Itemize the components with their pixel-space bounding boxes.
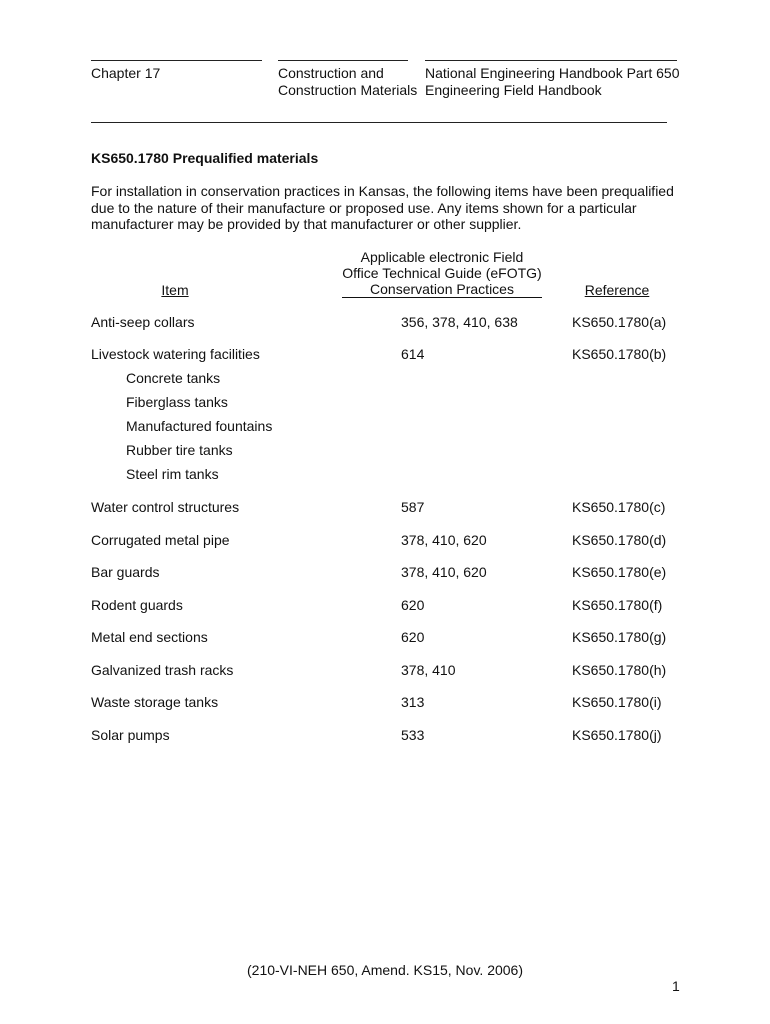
row-practices: 378, 410 [401,662,456,678]
row-practices: 378, 410, 620 [401,532,487,548]
section-title: KS650.1780 Prequalified materials [91,150,319,166]
row-reference: KS650.1780(d) [572,532,667,548]
header-divider [91,122,667,123]
subject-line-2: Construction Materials [278,82,418,98]
row-practices: 587 [401,499,425,515]
intro-paragraph: For installation in conservation practices in Kansas, the following items have been prequalified due to the nature of their manufacture or proposed use. Any items shown for a particular manufacturer may be provided by that manufacturer or other supplier. [91,183,674,232]
header-rule-chapter [91,60,262,61]
row-item: Water control structures [91,499,240,515]
row-practices: 620 [401,597,425,613]
row-reference: KS650.1780(f) [572,597,663,613]
sub-item: Steel rim tanks [126,466,219,482]
row-item: Anti-seep collars [91,314,195,330]
column-header-practices [330,249,554,298]
header-handbook [425,65,680,99]
row-reference: KS650.1780(g) [572,629,667,645]
row-practices: 620 [401,629,425,645]
row-item: Metal end sections [91,629,208,645]
column-header-reference: Reference [584,282,650,298]
row-practices: 356, 378, 410, 638 [401,314,518,330]
row-reference: KS650.1780(j) [572,727,662,743]
row-practices: 614 [401,346,425,362]
row-reference: KS650.1780(i) [572,694,662,710]
row-item: Livestock watering facilities [91,346,260,362]
handbook-line-1: National Engineering Handbook Part 650 [425,65,680,81]
row-reference: KS650.1780(c) [572,499,666,515]
row-item: Corrugated metal pipe [91,532,230,548]
chapter-label: Chapter 17 [91,65,161,81]
row-item: Rodent guards [91,597,183,613]
practices-header-line-1: Applicable electronic Field [360,249,524,265]
footer-citation: (210-VI-NEH 650, Amend. KS15, Nov. 2006) [247,962,523,978]
sub-item: Concrete tanks [126,370,221,386]
handbook-line-2: Engineering Field Handbook [425,82,602,98]
row-item: Solar pumps [91,727,170,743]
practices-header-line-3-text: Conservation Practices [342,282,542,298]
row-item: Bar guards [91,564,160,580]
practices-header-line-3 [330,281,554,298]
header-subject [278,65,417,99]
row-reference: KS650.1780(e) [572,564,667,580]
sub-item: Fiberglass tanks [126,394,228,410]
sub-item: Manufactured fountains [126,418,273,434]
header-chapter [91,65,160,82]
row-practices: 533 [401,727,425,743]
header-rule-handbook [425,60,677,61]
row-reference: KS650.1780(h) [572,662,667,678]
row-practices: 378, 410, 620 [401,564,487,580]
sub-item: Rubber tire tanks [126,442,233,458]
column-header-item: Item [161,282,189,298]
row-item: Waste storage tanks [91,694,219,710]
row-practices: 313 [401,694,425,710]
row-item: Galvanized trash racks [91,662,234,678]
subject-line-1: Construction and [278,65,384,81]
row-reference: KS650.1780(b) [572,346,667,362]
header-rule-subject [278,60,408,61]
row-reference: KS650.1780(a) [572,314,667,330]
practices-header-line-2: Office Technical Guide (eFOTG) [342,265,542,281]
page-number: 1 [672,978,680,994]
